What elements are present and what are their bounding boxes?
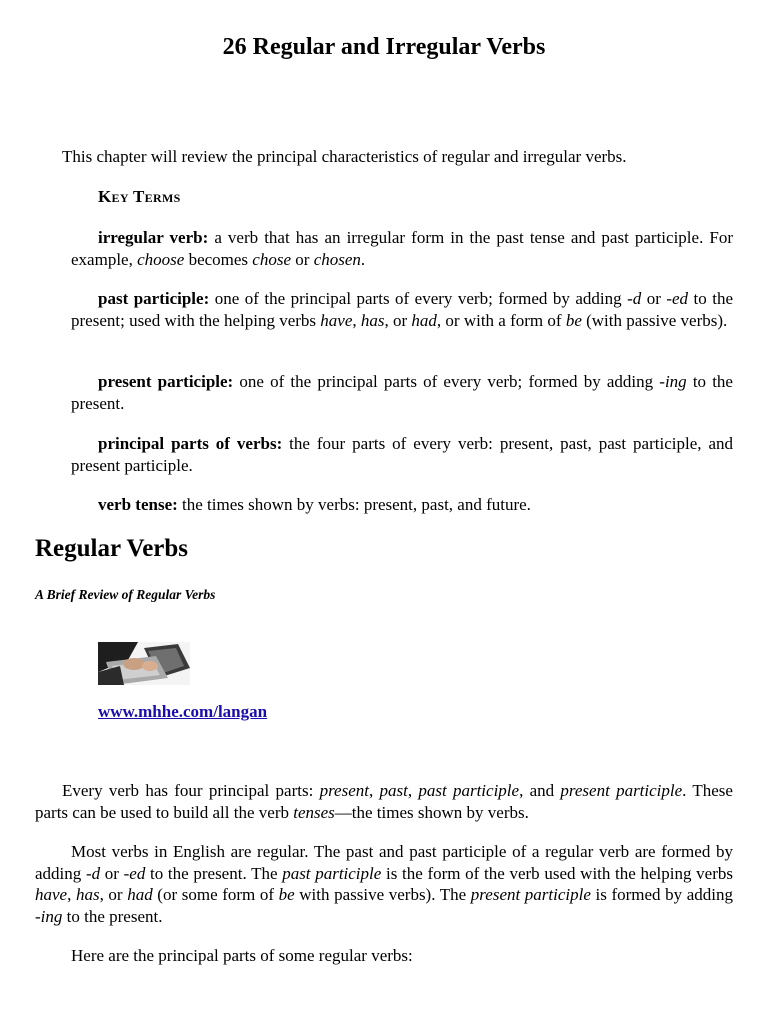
- intro-paragraph: This chapter will review the principal characteristics of regular and irregular verbs.: [62, 147, 627, 166]
- definition-principal-parts: principal parts of verbs: the four parts of every verb: present, past, past participle, and present participle.: [71, 434, 733, 475]
- definition-present-participle: present participle: one of the principal parts of every verb; formed by adding -ing to the present.: [71, 372, 733, 413]
- subsection-heading: A Brief Review of Regular Verbs: [35, 587, 216, 602]
- term-label: present participle:: [98, 372, 234, 391]
- term-label: principal parts of verbs:: [98, 434, 283, 453]
- key-terms-heading: Key Terms: [98, 187, 181, 206]
- term-label: past participle:: [98, 289, 210, 308]
- chapter-title: 26 Regular and Irregular Verbs: [222, 34, 546, 60]
- paragraph-principal-parts: Every verb has four principal parts: present, past, past participle, and present participle. These parts can be used to build all the verb tenses—the times shown by verbs.: [35, 781, 733, 822]
- mhhe-link[interactable]: www.mhhe.com/langan: [98, 702, 268, 721]
- definition-past-participle: past participle: one of the principal parts of every verb; formed by adding -d or -ed to the present; used with the helping verbs have, has, or had, or with a form of be (with passive verbs).: [71, 289, 733, 330]
- section-heading: Regular Verbs: [35, 535, 189, 562]
- paragraph-examples-intro: Here are the principal parts of some regular verbs:: [71, 946, 413, 965]
- definition-irregular-verb: irregular verb: a verb that has an irregular form in the past tense and past participle. For example, choose becomes chose or chosen.: [71, 228, 733, 269]
- definition-verb-tense: verb tense: the times shown by verbs: present, past, and future.: [98, 495, 531, 514]
- paragraph-regular-verbs: Most verbs in English are regular. The past and past participle of a regular verb are formed by adding -d or -ed to the present. The past participle is the form of the verb used with the helping verbs have, has, or had (or some form of be with passive verbs). The present participle is formed by adding -ing to the present.: [35, 842, 734, 926]
- term-label: verb tense:: [98, 495, 178, 514]
- laptop-photo: [98, 642, 190, 685]
- term-label: irregular verb:: [98, 228, 209, 247]
